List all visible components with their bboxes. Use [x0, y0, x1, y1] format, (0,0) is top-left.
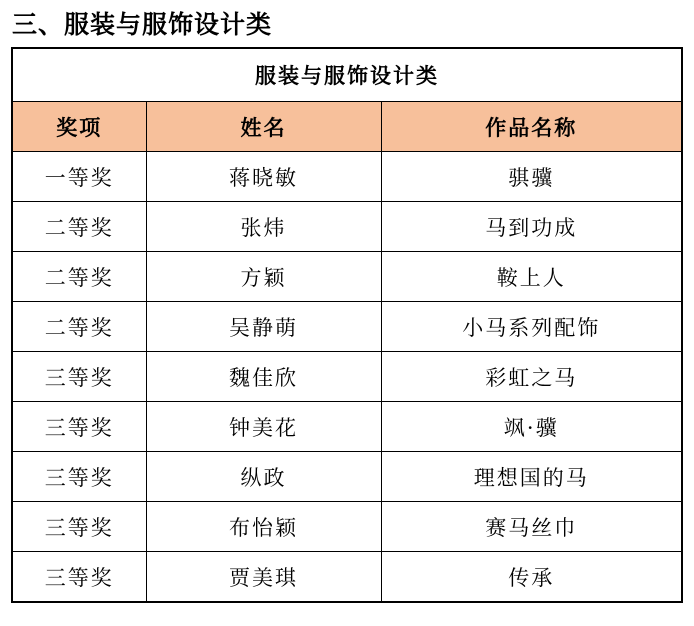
cell-work-title: 马到功成 [381, 202, 682, 252]
table-row [12, 352, 682, 402]
awards-table [11, 47, 683, 603]
cell-award: 三等奖 [12, 452, 146, 502]
cell-name: 布怡颖 [146, 502, 381, 552]
cell-work-title: 传承 [381, 552, 682, 603]
cell-name: 蒋晓敏 [146, 152, 381, 202]
cell-award: 三等奖 [12, 352, 146, 402]
header-work-title: 作品名称 [381, 102, 682, 152]
cell-work-title: 飒·骥 [381, 402, 682, 452]
awards-table-body [12, 48, 682, 602]
table-row [12, 452, 682, 502]
table-row [12, 152, 682, 202]
cell-award: 三等奖 [12, 552, 146, 603]
cell-award: 三等奖 [12, 402, 146, 452]
table-row [12, 302, 682, 352]
cell-work-title: 小马系列配饰 [381, 302, 682, 352]
table-row [12, 552, 682, 603]
section-heading: 三、服装与服饰设计类 [12, 10, 273, 39]
table-header-row [12, 102, 682, 152]
cell-name: 吴静萌 [146, 302, 381, 352]
cell-name: 贾美琪 [146, 552, 381, 603]
table-row [12, 202, 682, 252]
cell-work-title: 赛马丝巾 [381, 502, 682, 552]
table-row [12, 502, 682, 552]
cell-name: 张炜 [146, 202, 381, 252]
table-row [12, 402, 682, 452]
cell-name: 魏佳欣 [146, 352, 381, 402]
cell-work-title: 彩虹之马 [381, 352, 682, 402]
cell-work-title: 骐骥 [381, 152, 682, 202]
cell-name: 纵政 [146, 452, 381, 502]
cell-award: 二等奖 [12, 302, 146, 352]
cell-work-title: 理想国的马 [381, 452, 682, 502]
header-name: 姓名 [146, 102, 381, 152]
cell-award: 二等奖 [12, 202, 146, 252]
cell-award: 一等奖 [12, 152, 146, 202]
cell-name: 钟美花 [146, 402, 381, 452]
cell-award: 三等奖 [12, 502, 146, 552]
header-award: 奖项 [12, 102, 146, 152]
table-caption-row [12, 48, 682, 102]
cell-name: 方颖 [146, 252, 381, 302]
table-row [12, 252, 682, 302]
cell-work-title: 鞍上人 [381, 252, 682, 302]
cell-award: 二等奖 [12, 252, 146, 302]
table-caption: 服装与服饰设计类 [12, 48, 682, 102]
